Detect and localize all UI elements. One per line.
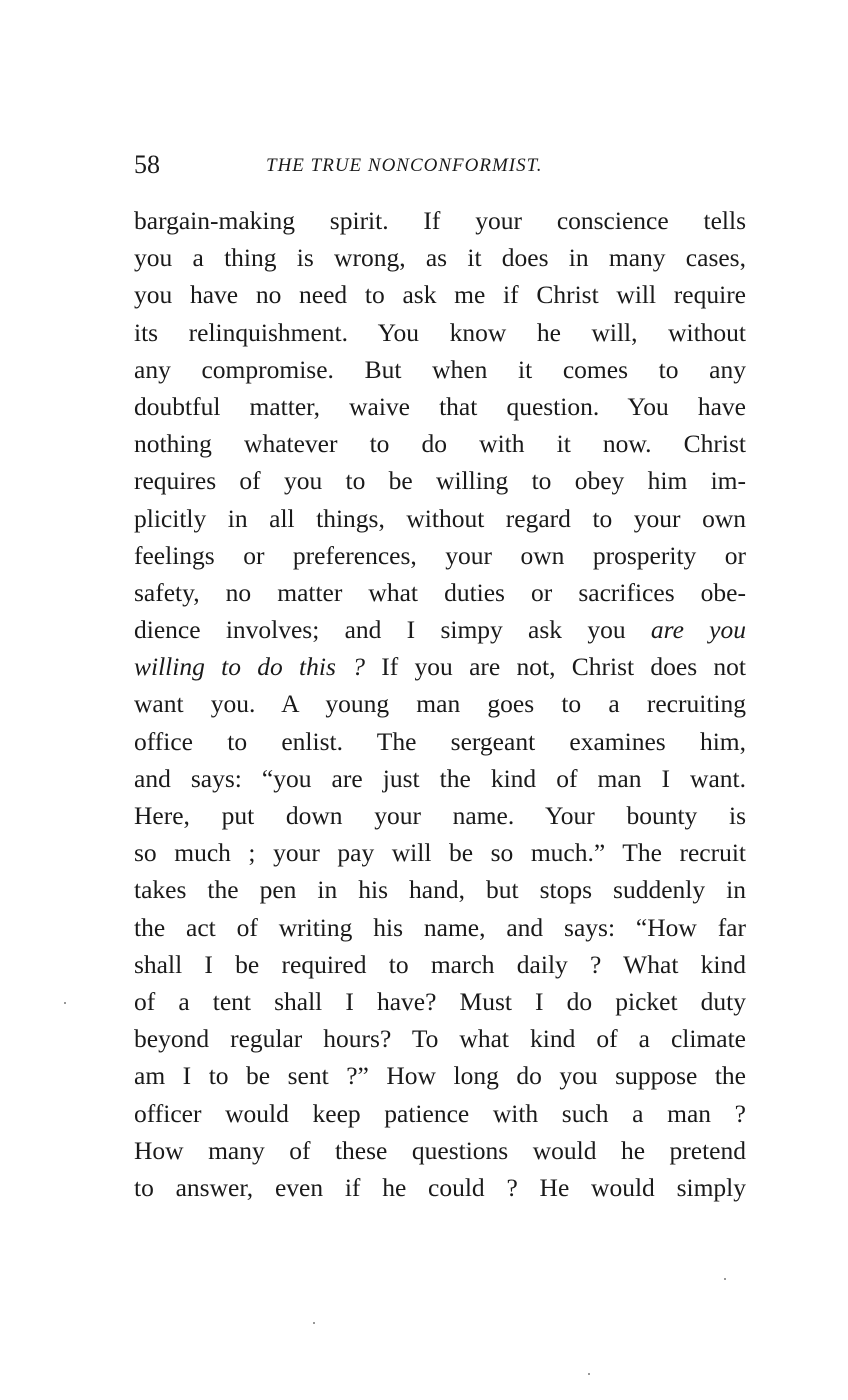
text-line: doubtful matter, waive that question. You have — [134, 391, 746, 421]
text-line: want you. A young man goes to a recruiting — [134, 689, 746, 719]
text-line: safety, no matter what duties or sacrifices obe- — [134, 577, 746, 607]
scan-speck — [313, 1322, 315, 1324]
text-line: any compromise. But when it comes to any — [134, 354, 746, 384]
scan-speck — [588, 1373, 590, 1375]
text-segment: dience involves; and I simpy ask you — [134, 615, 626, 645]
text-line: How many of these questions would he pretend — [134, 1135, 746, 1165]
text-line: nothing whatever to do with it now. Christ — [134, 429, 746, 459]
text-line-mixed — [134, 611, 746, 648]
text-line: and says: “you are just the kind of man I want. — [134, 763, 746, 793]
scan-speck — [724, 1278, 726, 1280]
text-line: requires of you to be willing to obey him im- — [134, 466, 746, 496]
text-line: of a tent shall I have? Must I do picket duty — [134, 986, 746, 1016]
text-line: plicitly in all things, without regard to your own — [134, 503, 746, 533]
text-line: Here, put down your name. Your bounty is — [134, 801, 746, 830]
text-line: takes the pen in his hand, but stops suddenly in — [134, 875, 746, 905]
text-line-mixed — [134, 648, 746, 685]
text-line: office to enlist. The sergeant examines him, — [134, 726, 746, 756]
italic-text: willing to do this ? — [134, 652, 365, 682]
text-line: bargain-making spirit. If your conscience tells — [134, 206, 746, 235]
text-line: you have no need to ask me if Christ will require — [134, 280, 746, 310]
text-line: am I to be sent ?” How long do you suppose the — [134, 1061, 746, 1091]
running-title: THE TRUE NONCONFORMIST. — [266, 155, 543, 176]
text-line: officer would keep patience with such a man ? — [134, 1098, 746, 1128]
scan-speck — [64, 1002, 66, 1004]
text-line: its relinquishment. You know he will, without — [134, 317, 746, 347]
text-line: shall I be required to march daily ? What kind — [134, 949, 746, 979]
page-number: 58 — [134, 150, 160, 179]
text-line: the act of writing his name, and says: “How far — [134, 912, 746, 942]
text-line: feelings or preferences, your own prosperity or — [134, 540, 746, 570]
page-header — [134, 150, 748, 182]
italic-text: are you — [650, 615, 746, 645]
text-line: you a thing is wrong, as it does in many cases, — [134, 243, 746, 273]
text-line: so much ; your pay will be so much.” The recruit — [134, 838, 746, 868]
text-line: to answer, even if he could ? He would simply — [134, 1172, 746, 1202]
body-text — [134, 202, 746, 1206]
text-line: beyond regular hours? To what kind of a climate — [134, 1024, 746, 1054]
text-segment: If you are not, Christ does not — [381, 652, 746, 682]
